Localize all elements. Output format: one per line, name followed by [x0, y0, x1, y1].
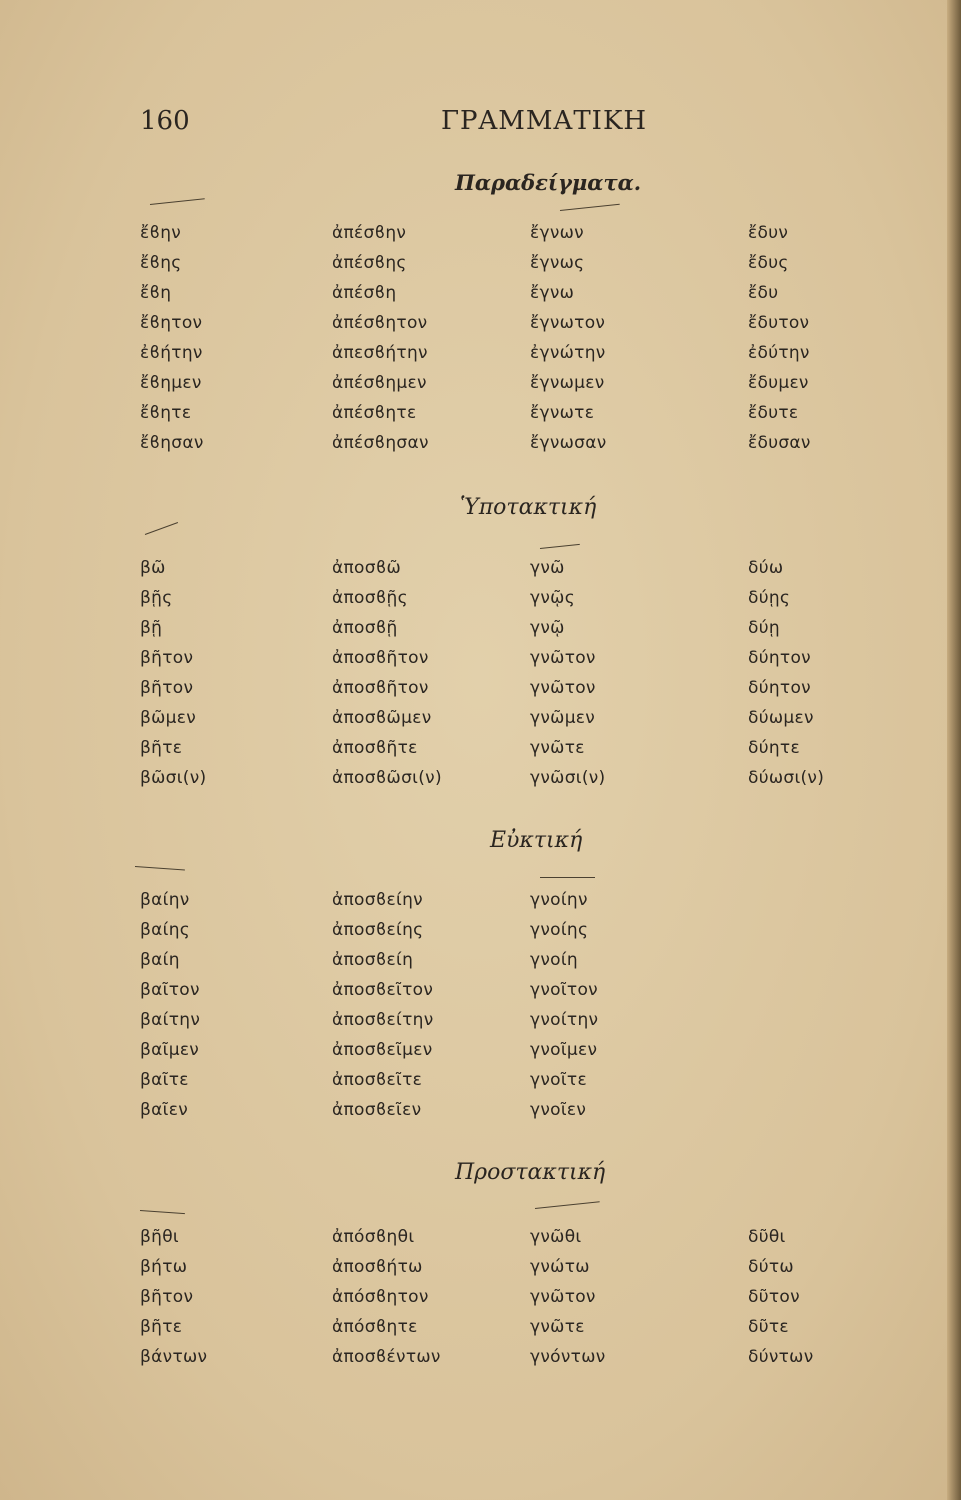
word-form: δῦτε [748, 1317, 789, 1337]
word-form: βῶμεν [140, 708, 197, 728]
word-form: βῇς [140, 588, 173, 608]
word-form: ἀποσϐῇ [332, 618, 398, 638]
word-form: ἀποσϐῆτον [332, 678, 429, 698]
paradigm-column [530, 1222, 606, 1372]
word-form: δύτω [748, 1257, 794, 1277]
decorative-stroke [560, 204, 620, 211]
word-form: ἀποσϐεῖμεν [332, 1040, 433, 1060]
decorative-stroke [140, 1210, 185, 1214]
decorative-stroke [540, 877, 595, 878]
word-form: γνοῖτε [530, 1070, 587, 1090]
word-form: ἀποσϐῶ [332, 558, 402, 578]
paradigm-column [332, 1222, 441, 1372]
word-form: δύωμεν [748, 708, 814, 728]
word-form: γνῶτον [530, 678, 596, 698]
paradigm-column [140, 1222, 207, 1372]
word-form: ἔδυ [748, 283, 779, 303]
word-form: γνῷ [530, 618, 565, 638]
paradigm-column [530, 218, 607, 458]
word-form: βῆθι [140, 1227, 179, 1247]
word-form: βαῖμεν [140, 1040, 200, 1060]
paradigm-column [748, 218, 811, 458]
word-form: βῆτε [140, 1317, 183, 1337]
word-form: ἔγνωτον [530, 313, 606, 333]
word-form: βαίην [140, 890, 190, 910]
word-form: ἀποσϐείην [332, 890, 423, 910]
word-form: βῆτον [140, 648, 194, 668]
word-form: βῇ [140, 618, 163, 638]
word-form: ἔδυς [748, 253, 789, 273]
word-form: δύητον [748, 678, 811, 698]
paradigm-column [140, 218, 204, 458]
word-form: ἀπόσϐηθι [332, 1227, 415, 1247]
word-form: βαῖτε [140, 1070, 189, 1090]
word-form: ἀπέσϐητε [332, 403, 417, 423]
word-form: βήτω [140, 1257, 188, 1277]
word-form: ἔϐην [140, 223, 182, 243]
section-heading-imperative: Προστακτική [455, 1160, 606, 1185]
word-form: ἔγνω [530, 283, 575, 303]
word-form: γνοῖμεν [530, 1040, 598, 1060]
word-form: δῦθι [748, 1227, 786, 1247]
word-form: ἀπόσϐητε [332, 1317, 418, 1337]
word-form: ἀποσϐῆτε [332, 738, 418, 758]
word-form: γνοίτην [530, 1010, 599, 1030]
word-form: βῆτον [140, 678, 194, 698]
word-form: δῦτον [748, 1287, 800, 1307]
word-form: ἀποσϐείτην [332, 1010, 434, 1030]
word-form: γνῶτον [530, 1287, 596, 1307]
word-form: δύητε [748, 738, 800, 758]
decorative-stroke [135, 866, 185, 870]
paradigm-column [332, 553, 442, 793]
word-form: ἀποσϐεῖτε [332, 1070, 423, 1090]
paradigm-column [332, 218, 429, 458]
word-form: βαῖτον [140, 980, 200, 1000]
word-form: ἀπόσϐητον [332, 1287, 429, 1307]
word-form: ἔϐημεν [140, 373, 202, 393]
word-form: δύντων [748, 1347, 814, 1367]
decorative-stroke [150, 198, 205, 205]
word-form: βῆτε [140, 738, 183, 758]
word-form: ἀπέσϐημεν [332, 373, 427, 393]
word-form: ἀποσϐῆτον [332, 648, 429, 668]
word-form: ἔϐητον [140, 313, 203, 333]
page-edge [947, 0, 961, 1500]
decorative-stroke [145, 522, 178, 535]
word-form: ἐϐήτην [140, 343, 203, 363]
word-form: ἔδυν [748, 223, 789, 243]
word-form: ἀποσϐεῖτον [332, 980, 434, 1000]
section-heading-examples: Παραδείγματα. [455, 170, 642, 195]
word-form: βαίης [140, 920, 191, 940]
word-form: γνῶτον [530, 648, 596, 668]
word-form: ἀποσϐέντων [332, 1347, 441, 1367]
decorative-stroke [540, 544, 580, 549]
word-form: ἔϐητε [140, 403, 192, 423]
word-form: ἀποσϐείης [332, 920, 424, 940]
word-form: ἔγνων [530, 223, 584, 243]
section-heading-subjunctive: Ὑποτακτική [460, 495, 597, 520]
word-form: ἔγνωμεν [530, 373, 605, 393]
page-number: 160 [140, 106, 190, 136]
section-heading-optative: Εὐκτική [490, 828, 583, 853]
word-form: γνοίην [530, 890, 588, 910]
word-form: βάντων [140, 1347, 208, 1367]
word-form: γνόντων [530, 1347, 606, 1367]
word-form: ἔγνως [530, 253, 585, 273]
word-form: ἀποσϐῶσι(ν) [332, 768, 442, 788]
word-form: γνοῖεν [530, 1100, 587, 1120]
word-form: γνῶτε [530, 1317, 585, 1337]
word-form: βαίη [140, 950, 180, 970]
word-form: ἐγνώτην [530, 343, 606, 363]
word-form: ἔδυτε [748, 403, 799, 423]
word-form: ἔγνωτε [530, 403, 595, 423]
word-form: γνῶθι [530, 1227, 582, 1247]
word-form: βαίτην [140, 1010, 201, 1030]
word-form: δύῃ [748, 618, 780, 638]
word-form: ἀπέσϐην [332, 223, 407, 243]
word-form: ἔδυτον [748, 313, 810, 333]
word-form: ἀποσϐεῖεν [332, 1100, 422, 1120]
paradigm-column [748, 1222, 814, 1372]
word-form: ἀπέσϐης [332, 253, 407, 273]
word-form: ἀπέσϐη [332, 283, 397, 303]
paradigm-column [530, 885, 598, 1125]
word-form: ἐδύτην [748, 343, 810, 363]
running-title: ΓΡΑΜΜΑΤΙΚΗ [441, 106, 648, 136]
word-form: δύῃς [748, 588, 791, 608]
word-form: γνῶ [530, 558, 565, 578]
paradigm-column [140, 885, 200, 1125]
paradigm-column [748, 553, 824, 793]
word-form: γνῶτε [530, 738, 585, 758]
word-form: γνοίης [530, 920, 589, 940]
page-header [0, 106, 961, 146]
word-form: γνῶσι(ν) [530, 768, 606, 788]
word-form: ἀπέσϐητον [332, 313, 428, 333]
decorative-stroke [535, 1201, 600, 1209]
word-form: ἔγνωσαν [530, 433, 607, 453]
word-form: ἀποσϐῇς [332, 588, 408, 608]
word-form: γνῶμεν [530, 708, 596, 728]
word-form: ἀποσϐείη [332, 950, 414, 970]
word-form: γνοίη [530, 950, 578, 970]
word-form: ἀπέσϐησαν [332, 433, 429, 453]
word-form: ἔϐη [140, 283, 172, 303]
paradigm-column [140, 553, 206, 793]
word-form: βῶσι(ν) [140, 768, 207, 788]
word-form: ἔϐης [140, 253, 182, 273]
word-form: βαῖεν [140, 1100, 188, 1120]
word-form: βῶ [140, 558, 166, 578]
word-form: ἔδυμεν [748, 373, 809, 393]
word-form: δύω [748, 558, 784, 578]
word-form: ἔδυσαν [748, 433, 811, 453]
word-form: ἀποσϐῶμεν [332, 708, 432, 728]
word-form: ἀπεσϐήτην [332, 343, 428, 363]
word-form: δύητον [748, 648, 811, 668]
word-form: ἔϐησαν [140, 433, 204, 453]
paradigm-column [530, 553, 605, 793]
paradigm-column [332, 885, 434, 1125]
word-form: γνῷς [530, 588, 575, 608]
word-form: γνώτω [530, 1257, 590, 1277]
word-form: βῆτον [140, 1287, 194, 1307]
word-form: ἀποσϐήτω [332, 1257, 423, 1277]
word-form: δύωσι(ν) [748, 768, 825, 788]
word-form: γνοῖτον [530, 980, 598, 1000]
